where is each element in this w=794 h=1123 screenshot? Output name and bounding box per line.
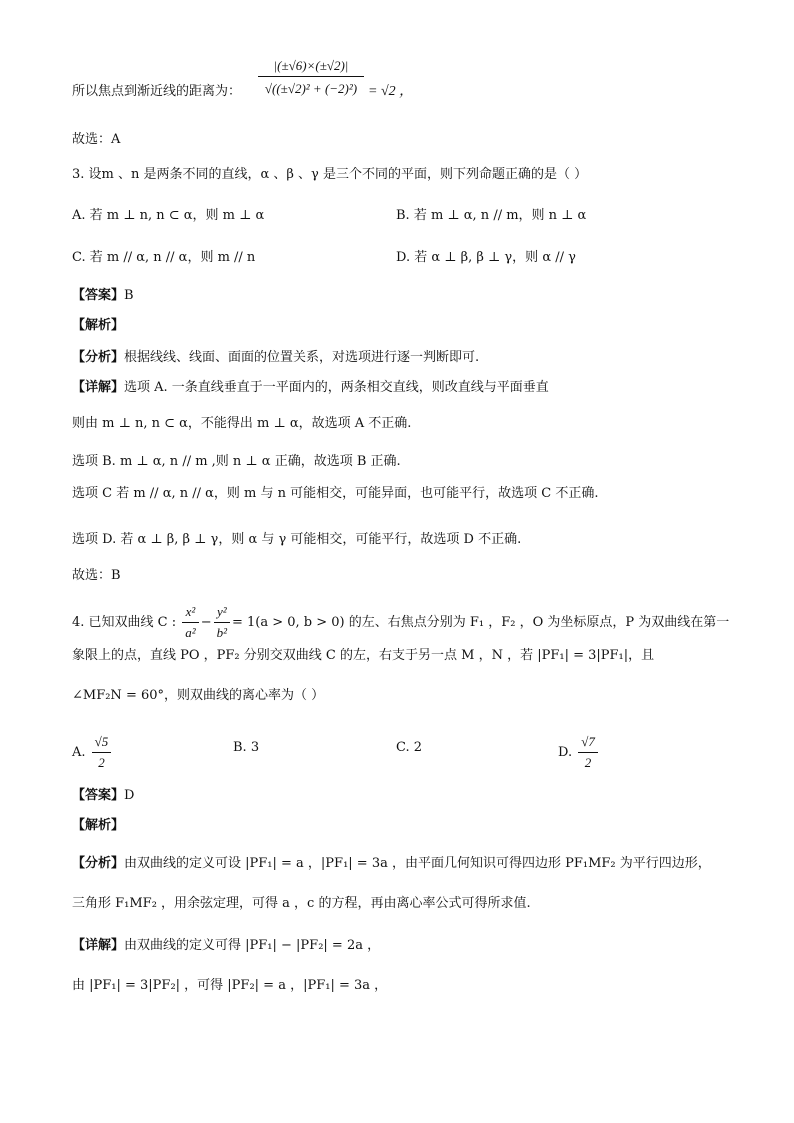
q3-fenxi: 【分析】根据线线、线面、面面的位置关系，对选项进行逐一判断即可. xyxy=(72,350,480,365)
fraction-denominator: √((±√2)² + (−2)²) xyxy=(264,81,358,96)
distance-lead: 所以焦点到渐近线的距离为： xyxy=(72,84,242,99)
answer-tag: 【答案】 xyxy=(72,288,125,303)
answer-value: B xyxy=(124,288,134,303)
q3-xiangjie-2: 则由 m ⊥ n, n ⊂ α，不能得出 m ⊥ α，故选项 A 不正确. xyxy=(72,416,412,431)
q3-option-d: D. 若 α ⊥ β, β ⊥ γ，则 α // γ xyxy=(396,250,576,265)
q4-option-d: D. $\frac{√7}{2}$ xyxy=(558,732,600,773)
q4-xiangjie-1: 【详解】由双曲线的定义可得 |PF₁| − |PF₂| = 2a ， xyxy=(72,938,381,953)
q3-final: 故选：B xyxy=(72,568,121,583)
q3-stem: 3. 设m 、n 是两条不同的直线，α 、β 、γ 是三个不同的平面，则下列命题正确的是（ ） xyxy=(72,167,588,182)
q4-fenxi-2: 三角形 F₁MF₂ ，用余弦定理，可得 a ，c 的方程，再由离心率公式可得所求值. xyxy=(72,896,531,911)
y-fraction: $\frac{\text{y²}}{\text{b²}}$ xyxy=(214,602,230,643)
q3-xiangjie-4: 选项 C 若 m // α, n // α，则 m 与 n 可能相交，可能异面，也可能平行，故选项 C 不正确. xyxy=(72,486,599,501)
q3-xiangjie-5: 选项 D. 若 α ⊥ β, β ⊥ γ，则 α 与 γ 可能相交，可能平行，故选项 D 不正确. xyxy=(72,532,522,547)
q4-option-b: B. 3 xyxy=(233,740,260,755)
q4-option-a: A. $\frac{√5}{2}$ xyxy=(72,732,113,773)
q4-analysis-tag: 【解析】 xyxy=(72,818,125,833)
q4-xiangjie-2: 由 |PF₁| = 3|PF₂| ，可得 |PF₂| = a ，|PF₁| = 3a ， xyxy=(72,978,388,993)
q4-answer: 【答案】D xyxy=(72,788,135,803)
q3-xiangjie-1: 【详解】选项 A. 一条直线垂直于一平面内的，两条相交直线，则改直线与平面垂直 xyxy=(72,380,549,395)
distance-fraction xyxy=(258,58,364,97)
q4-option-c: C. 2 xyxy=(396,740,423,755)
fraction-numerator: |(±√6)×(±√2)| xyxy=(258,58,364,77)
q4-stem-3: ∠MF₂N = 60°，则双曲线的离心率为（ ） xyxy=(72,688,325,703)
q3-answer xyxy=(72,286,134,306)
q4-stem-2: 象限上的点，直线 PO ，PF₂ 分别交双曲线 C 的左，右支于另一点 M ，N ，若 |PF₁| = 3|PF₁|，且 xyxy=(72,648,655,663)
x-fraction: $\frac{\text{x²}}{\text{a²}}$ xyxy=(182,602,198,643)
q3-analysis-tag: 【解析】 xyxy=(72,318,125,333)
answer-line: 故选：A xyxy=(72,132,121,147)
q3-option-b: B. 若 m ⊥ α, n // m，则 n ⊥ α xyxy=(396,208,587,223)
q4-fenxi-1: 【分析】由双曲线的定义可设 |PF₁| = a ，|PF₁| = 3a ，由平面几何知识可得四边形 PF₁MF₂ 为平行四边形， xyxy=(72,856,711,871)
q3-option-a: A. 若 m ⊥ n, n ⊂ α，则 m ⊥ α xyxy=(72,208,265,223)
q3-option-c: C. 若 m // α, n // α，则 m // n xyxy=(72,250,256,265)
q3-xiangjie-3: 选项 B. m ⊥ α, n // m ,则 n ⊥ α 正确，故选项 B 正确. xyxy=(72,454,401,469)
q4-stem-1: 4. 已知双曲线 C : $\frac{\text{x²}}{\text{a²}}$ − $\frac{\text{y²}}{\text{b²}}$ = 1(a > 0, b > 0) 的左、右焦点分别为 F₁ ，F₂ ，O 为坐标原点，P 为双曲线在第一 xyxy=(72,602,729,643)
distance-result: = √2 ， xyxy=(368,84,414,99)
